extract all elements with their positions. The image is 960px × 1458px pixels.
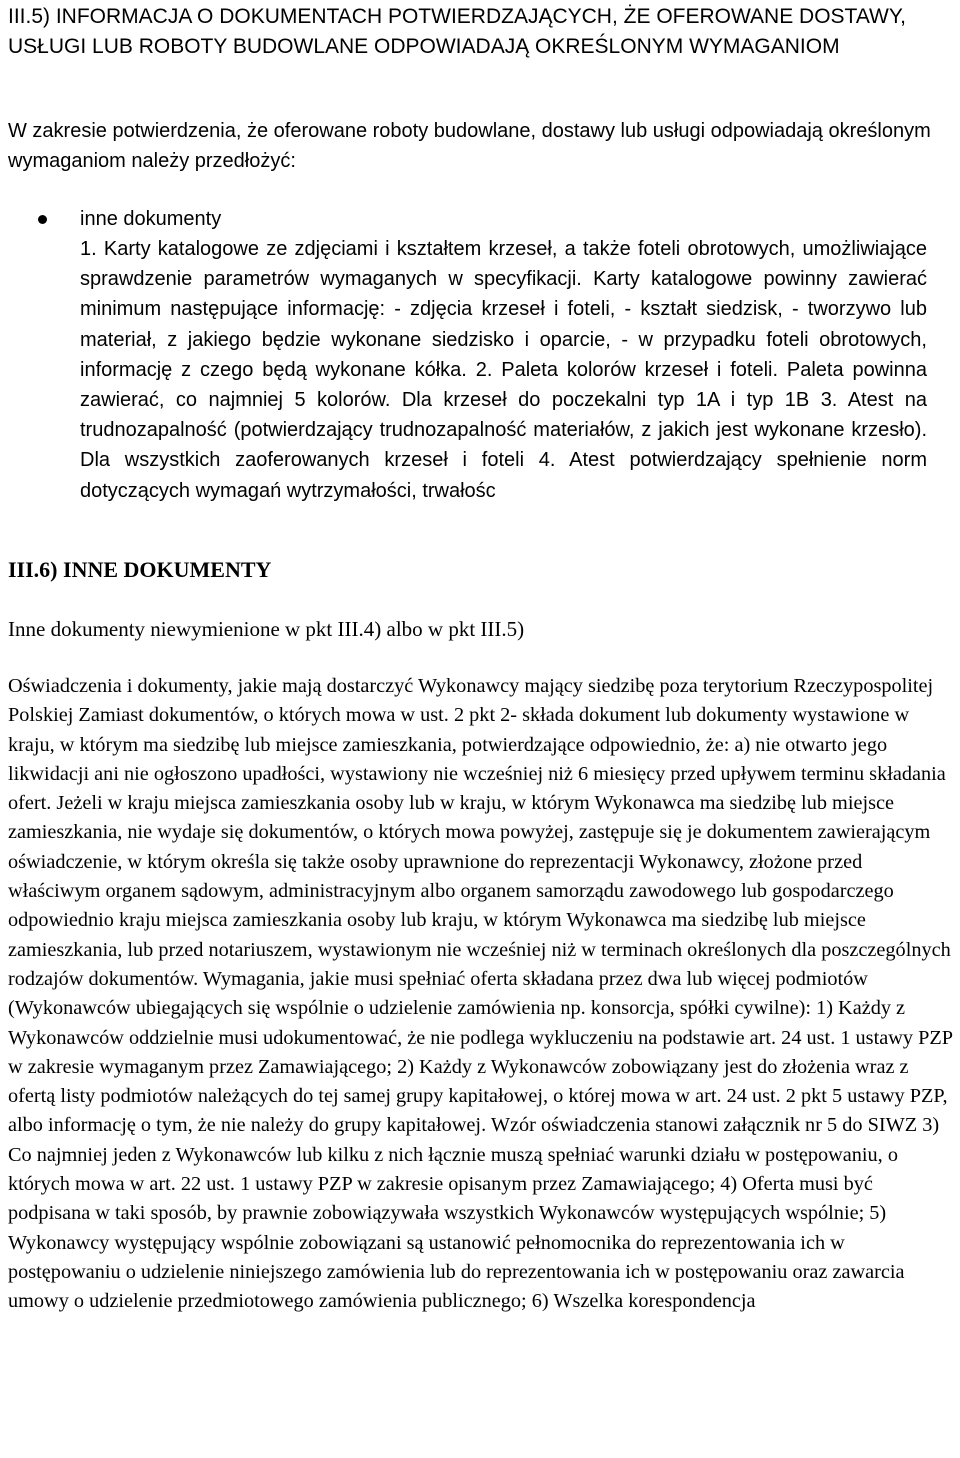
bullet-text: inne dokumenty <box>80 208 222 230</box>
section-5-intro: W zakresie potwierdzenia, że oferowane roboty budowlane, dostawy lub usługi odpowiadają określonym wymaganiom należy przedłożyć: <box>8 120 931 172</box>
section-6-body: Oświadczenia i dokumenty, jakie mają dostarczyć Wykonawcy mający siedzibę poza terytorium Rzeczypospolitej Polskiej Zamiast dokumentów, o których mowa w ust. 2 pkt 2- składa dokument lub dokumenty wystawione w kraju, w którym ma siedzibę lub miejsce zamieszkania, potwierdzające odpowiednio, że: a) nie otwarto jego likwidacji ani nie ogłoszono upadłości, wystawiony nie wcześniej niż 6 miesięcy przed upływem terminu składania ofert. Jeżeli w kraju miejsca zamieszkania osoby lub w kraju, w którym Wykonawca ma siedzibę lub miejsce zamieszkania, nie wydaje się dokumentów, o których mowa powyżej, zastępuje się je dokumentem zawierającym oświadczenie, w którym określa się także osoby uprawnione do reprezentacji Wykonawcy, złożone przed właściwym organem sądowym, administracyjnym albo organem samorządu zawodowego lub gospodarczego odpowiednio kraju miejsca zamieszkania osoby lub kraju, w którym Wykonawca ma siedzibę lub miejsce zamieszkania, lub przed notariuszem, wystawionym nie wcześniej niż w terminach określonych dla poszczególnych rodzajów dokumentów. Wymagania, jakie musi spełniać oferta składana przez dwa lub więcej podmiotów (Wykonawców ubiegających się wspólnie o udzielenie zamówienia np. konsorcja, spółki cywilne): 1) Każdy z Wykonawców oddzielnie musi udokumentować, że nie podlega wykluczeniu na podstawie art. 24 ust. 1 ustawy PZP w zakresie wymaganym przez Zamawiającego; 2) Każdy z Wykonawców zobowiązany jest do złożenia wraz z ofertą listy podmiotów należących do tej samej grupy kapitałowej, o której mowa w art. 24 ust. 2 pkt 5 ustawy PZP, albo informację o tym, że nie należy do grupy kapitałowej. Wzór oświadczenia stanowi załącznik nr 5 do SIWZ 3) Co najmniej jeden z Wykonawców lub kilku z nich łącznie muszą spełniać warunki działu w postępowaniu, o których mowa w art. 22 ust. 1 ustawy PZP w zakresie opisanym przez Zamawiającego; 4) Oferta musi być podpisana w taki sposób, by prawnie zobowiązywała wszystkich Wykonawców występujących wspólnie; 5) Wykonawcy występujący wspólnie zobowiązani są ustanowić pełnomocnika do reprezentowania ich w postępowaniu o udzielenie niniejszego zamówienia lub do reprezentowania ich w postępowaniu oraz zawarcia umowy o udzielenie przedmiotowego zamówienia publicznego; 6) Wszelka korespondencja <box>8 675 953 1313</box>
section-6-heading: III.6) INNE DOKUMENTY <box>8 557 272 582</box>
section-6-subheading: Inne dokumenty niewymienione w pkt III.4) albo w pkt III.5) <box>8 617 525 641</box>
section-5-body: 1. Karty katalogowe ze zdjęciami i kształtem krzeseł, a także foteli obrotowych, umożliwiające sprawdzenie parametrów wymaganych w specyfikacji. Karty katalogowe powinny zawierać minimum następujące informację: - zdjęcia krzeseł i foteli, - kształt siedzisk, - tworzywo lub materiał, z jakiego będzie wykonane siedzisko i oparcie, - w przypadku foteli obrotowych, informację z czego będą wykonane kółka. 2. Paleta kolorów krzeseł i foteli. Paleta powinna zawierać, co najmniej 5 kolorów. Dla krzeseł do poczekalni typ 1A i typ 1B 3. Atest na trudnozapalność (potwierdzający trudnozapalność materiałów, z jakich jest wykonane krzesło). Dla wszystkich zaoferowanych krzeseł i foteli 4. Atest potwierdzający spełnienie norm dotyczących wymagań wytrzymałości, trwałośc <box>80 238 927 502</box>
section-5-heading: III.5) INFORMACJA O DOKUMENTACH POTWIERDZAJĄCYCH, ŻE OFEROWANE DOSTAWY, USŁUGI LUB ROBOTY BUDOWLANE ODPOWIADAJĄ OKREŚLONYM WYMAGANIOM <box>8 5 906 58</box>
bullet-icon <box>38 215 47 224</box>
